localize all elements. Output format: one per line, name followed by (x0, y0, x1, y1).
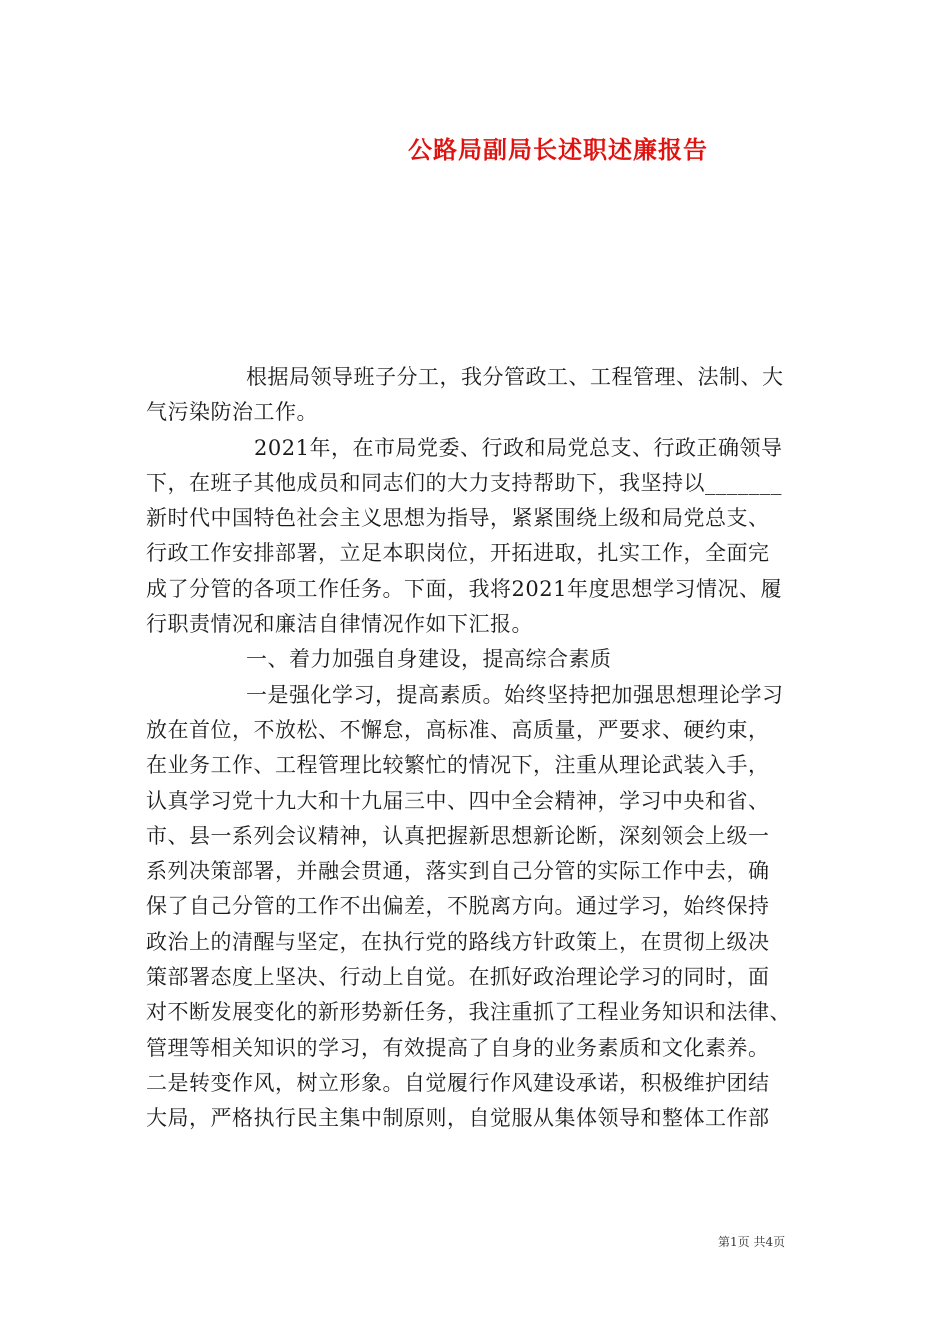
body-line: 对不断发展变化的新形势新任务，我注重抓了工程业务知识和法律、 (146, 1000, 791, 1025)
body-line: 成了分管的各项工作任务。下面，我将2021年度思想学习情况、履 (146, 576, 782, 601)
body-line: 下，在班子其他成员和同志们的大力支持帮助下，我坚持以_______ (146, 470, 782, 495)
body-line: 一是强化学习，提高素质。始终坚持把加强思想理论学习 (246, 682, 784, 707)
body-line: 在业务工作、工程管理比较繁忙的情况下，注重从理论武装入手， (146, 753, 770, 778)
body-line: 行政工作安排部署，立足本职岗位，开拓进取，扎实工作，全面完 (146, 541, 770, 566)
body-line: 管理等相关知识的学习，有效提高了自身的业务素质和文化素养。 (146, 1035, 770, 1060)
body-line: 系列决策部署，并融会贯通，落实到自己分管的实际工作中去，确 (146, 859, 770, 884)
page-number-footer: 第1页 共4页 (718, 1235, 786, 1249)
body-line: 二是转变作风，树立形象。自觉履行作风建设承诺，积极维护团结 (146, 1070, 770, 1095)
body-line: 市、县一系列会议精神，认真把握新思想新论断，深刻领会上级一 (146, 823, 770, 848)
body-line: 根据局领导班子分工，我分管政工、工程管理、法制、大 (246, 365, 784, 389)
body-line: 政治上的清醒与坚定，在执行党的路线方针政策上，在贯彻上级决 (146, 929, 770, 954)
body-line: 认真学习党十九大和十九届三中、四中全会精神，学习中央和省、 (146, 788, 770, 813)
body-line: 大局，严格执行民主集中制原则，自觉服从集体领导和整体工作部 (146, 1106, 770, 1131)
body-line: 保了自己分管的工作不出偏差，不脱离方向。通过学习，始终保持 (146, 894, 770, 919)
body-line: 放在首位，不放松、不懈怠，高标准、高质量，严要求、硬约束， (146, 717, 770, 742)
page-title: 公路局副局长述职述廉报告 (408, 135, 708, 164)
body-line: 气污染防治工作。 (146, 400, 318, 425)
body-line: 新时代中国特色社会主义思想为指导，紧紧围绕上级和局党总支、 (146, 506, 770, 531)
body-line: 策部署态度上坚决、行动上自觉。在抓好政治理论学习的同时，面 (146, 965, 770, 990)
body-line: 行职责情况和廉洁自律情况作如下汇报。 (146, 612, 533, 637)
document-body (146, 360, 826, 1137)
section-heading: 一、着力加强自身建设，提高综合素质 (246, 647, 612, 672)
body-line: 2021年，在市局党委、行政和局党总支、行政正确领导 (254, 435, 783, 460)
